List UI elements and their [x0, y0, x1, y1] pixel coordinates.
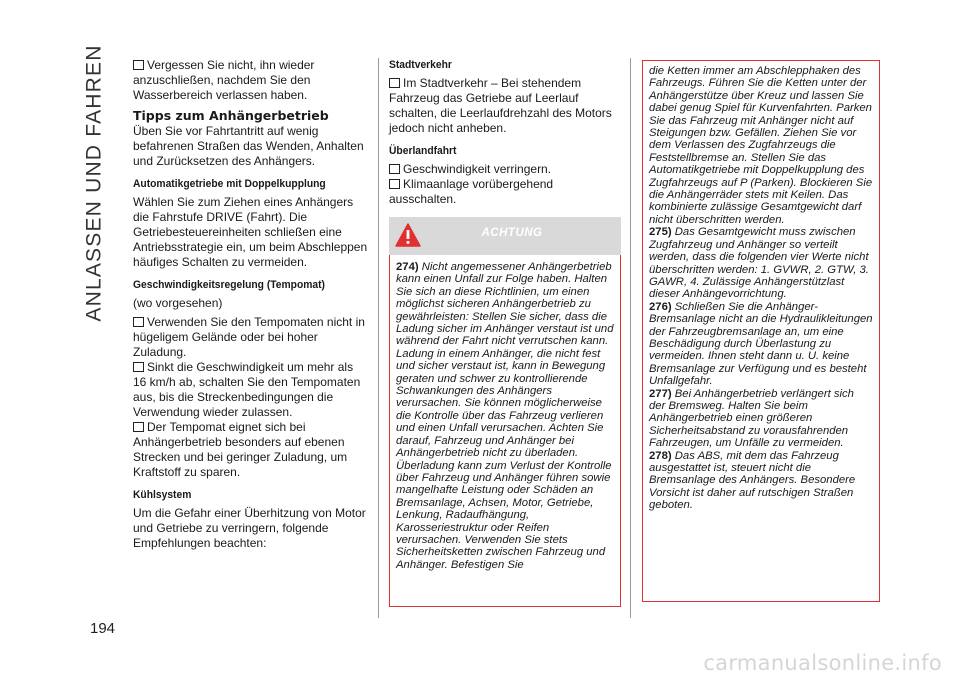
subheading-dct: Automatikgetriebe mit Doppelkupplung [133, 178, 326, 190]
bullet-paragraph: Der Tempomat eignet sich bei Anhängerbetrieb besonders auf ebenen Strecken und bei geringer Zuladung, um Kraftstoff zu sparen. [133, 420, 369, 480]
warning-text: Das Gesamtgewicht muss zwischen Zugfahrzeug und Anhänger so verteilt werden, dass die folgenden vier Werte nicht überschritten werden: 1. GVWR, 2. GTW, 3. GAWR, 4. Zulässige Anhängerstützlast dieser Anhängevorrichtung. [649, 226, 869, 301]
warning-number: 277) [649, 387, 672, 400]
column-divider [630, 58, 631, 618]
warning-text: Nicht angemessener Anhängerbetrieb kann einen Unfall zur Folge haben. Halten Sie sich an diese Richtlinien, um einen möglichst sicheren Anhängerbetrieb zu gewährleisten: Stellen Sie sicher, dass die Ladung sicher im Anhänger verstaut ist und während der Fahrt nicht verrutschen kann. Ladung in einem Anhänger, die nicht fest und sicher verstaut ist, kann in Bewegung geraten und schwer zu kontrollierende Schwankungen des Anhängers verursachen. Sie können möglicherweise die Kontrolle über das Fahrzeug verlieren und einen Unfall verursachen. Achten Sie darauf, Fahrzeug und Anhänger bei Anhängerbetrieb nicht zu überladen. Überladung kann zum Verlust der Kontrolle über Fahrzeug und Anhänger führen sowie mangelhafte Leistung oder Schäden an Bremsanlage, Achsen, Motor, Getriebe, Lenkung, Radaufhängung, Karosseriestruktur oder Reifen verursachen. Verwenden Sie stets Sicherheitsketten zwischen Fahrzeug und Anhänger. Befestigen Sie [396, 261, 614, 571]
warning-number: 275) [649, 226, 672, 239]
bullet-paragraph: Geschwindigkeit verringern. [389, 162, 621, 177]
page-number: 194 [90, 620, 116, 637]
warning-text: Bei Anhängerbetrieb verlängert sich der Bremsweg. Halten Sie beim Anhängerbetrieb einen größeren Sicherheitsabstand zu vorausfahrenden Fahrzeugen, um Unfälle zu vermeiden. [649, 387, 854, 450]
warning-number: 274) [396, 261, 419, 273]
bullet-paragraph: Sinkt die Geschwindigkeit um mehr als 16 km/h ab, schalten Sie den Tempomaten aus, bis die Streckenbedingungen die Verwendung wieder zulassen. [133, 360, 369, 420]
warning-text: die Ketten immer am Abschlepphaken des Fahrzeugs. Führen Sie die Ketten unter der Anhängerstütze über Kreuz und lassen Sie dabei genug Spiel für Kurvenfahrten. Parken Sie das Fahrzeug mit Anhänger nicht auf Steigungen bzw. Gefällen. Ziehen Sie vor dem Verlassen des Zugfahrzeugs die Feststellbremse an. Stellen Sie das Automatikgetriebe mit Doppelkupplung des Zugfahrzeugs auf P (Parken). Blockieren Sie die Anhängerräder stets mit Keilen. Das kombinierte zulässige Gesamtgewicht darf nicht überschritten werden. [649, 65, 873, 226]
paragraph: Wählen Sie zum Ziehen eines Anhängers die Fahrstufe DRIVE (Fahrt). Die Getriebesteuereinheiten schließen eine Antriebsstrategie ein, um beim Abschleppen häufiges Schalten zu vermeiden. [133, 195, 368, 269]
bullet-paragraph: Im Stadtverkehr – Bei stehendem Fahrzeug das Getriebe auf Leerlauf schalten, die Leerlaufdrehzahl des Motors jedoch nicht anheben. [389, 76, 621, 136]
column-divider [378, 58, 379, 618]
warning-item [649, 388, 873, 450]
warning-box-continued [642, 60, 880, 602]
warning-text: Das ABS, mit dem das Fahrzeug ausgestattet ist, steuert nicht die Bremsanlage des Anhängers. Besondere Vorsicht ist daher auf rutschigen Straßen geboten. [649, 449, 856, 512]
warning-text: Schließen Sie die Anhänger-Bremsanlage nicht an die Hydraulikleitungen der Fahrzeugbremsanlage an, um eine Beschädigung durch Überlastung zu vermeiden. Ihnen steht dann u. U. keine Bremsanlage zur Verfügung und es besteht Unfallgefahr. [649, 300, 873, 388]
warning-number: 278) [649, 449, 672, 462]
warning-box [389, 255, 621, 607]
column-1 [133, 58, 369, 551]
warning-item [649, 301, 873, 388]
subheading-cruise: Geschwindigkeitsregelung (Tempomat) [133, 279, 325, 291]
bullet-paragraph: Vergessen Sie nicht, ihn wieder anzuschließen, nachdem Sie den Wasserbereich verlassen haben. [133, 58, 369, 103]
column-2 [389, 58, 621, 607]
paragraph: Um die Gefahr einer Überhitzung von Motor und Getriebe zu verringern, folgende Empfehlungen beachten: [133, 506, 366, 550]
warning-header [389, 217, 621, 255]
watermark: carmanualsonline.info [703, 651, 942, 675]
warning-number: 276) [649, 300, 672, 313]
subheading-cooling: Kühlsystem [133, 489, 192, 501]
warning-item [396, 261, 614, 571]
paragraph: Üben Sie vor Fahrtantritt auf wenig befahrenen Straßen das Wenden, Anhalten und Zurücksetzen des Anhängers. [133, 124, 364, 168]
warning-item [649, 450, 873, 512]
warning-item [649, 226, 873, 300]
bullet-paragraph: Klimaanlage vorübergehend ausschalten. [389, 177, 621, 207]
section-heading-tips: Tipps zum Anhängerbetrieb [133, 108, 329, 123]
chapter-title: ANLASSEN UND FAHREN [83, 44, 107, 322]
warning-title: ACHTUNG [481, 227, 543, 239]
column-3 [642, 60, 880, 602]
subheading-highway: Überlandfahrt [389, 145, 457, 157]
subheading-city: Stadtverkehr [389, 59, 452, 71]
subheading-note: (wo vorgesehen) [133, 296, 223, 310]
bullet-paragraph: Verwenden Sie den Tempomaten nicht in hügeligem Gelände oder bei hoher Zuladung. [133, 315, 369, 360]
